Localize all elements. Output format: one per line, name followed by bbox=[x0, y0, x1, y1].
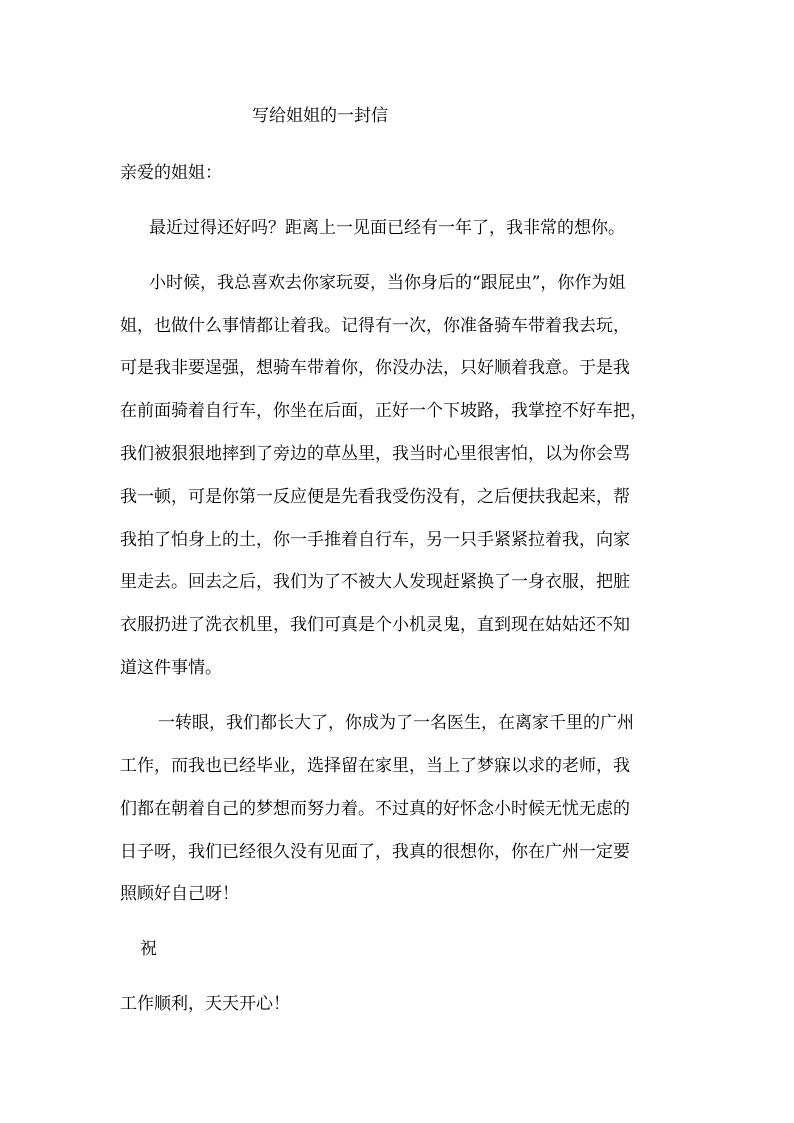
paragraph-2-line: 里走去。回去之后，我们为了不被大人发现赶紧换了一身衣服，把脏 bbox=[120, 572, 630, 592]
letter-title: 写给姐姐的一封信 bbox=[252, 106, 388, 126]
paragraph-2-line: 我拍了怕身上的土，你一手推着自行车，另一只手紧紧拉着我，向家 bbox=[120, 530, 630, 550]
paragraph-3-line: 日子呀，我们已经很久没有见面了，我真的很想你，你在广州一定要 bbox=[120, 842, 630, 862]
closing-blessing: 工作顺利，天天开心！ bbox=[120, 994, 290, 1014]
paragraph-3-line: 们都在朝着自己的梦想而努力着。不过真的好怀念小时候无忧无虑的 bbox=[120, 799, 630, 819]
paragraph-2-line: 衣服扔进了洗衣机里，我们可真是个小机灵鬼，直到现在姑姑还不知 bbox=[120, 615, 630, 635]
paragraph-2-line: 我一顿，可是你第一反应便是先看我受伤没有，之后便扶我起来，帮 bbox=[120, 487, 630, 507]
paragraph-2-line: 在前面骑着自行车，你坐在后面，正好一个下坡路，我掌控不好车把， bbox=[120, 401, 647, 421]
paragraph-2-line: 姐，也做什么事情都让着我。记得有一次，你准备骑车带着我去玩， bbox=[120, 316, 630, 336]
paragraph-3-line: 工作，而我也已经毕业，选择留在家里，当上了梦寐以求的老师，我 bbox=[120, 756, 630, 776]
paragraph-1-line: 最近过得还好吗？距离上一见面已经有一年了，我非常的想你。 bbox=[149, 218, 625, 238]
paragraph-2-line: 可是我非要逞强，想骑车带着你，你没办法，只好顺着我意。于是我 bbox=[120, 358, 630, 378]
paragraph-2-line: 道这件事情。 bbox=[120, 658, 222, 678]
letter-salutation: 亲爱的姐姐： bbox=[120, 163, 222, 183]
paragraph-2-line: 我们被狠狠地摔到了旁边的草丛里，我当时心里很害怕，以为你会骂 bbox=[120, 444, 630, 464]
closing-wish: 祝 bbox=[140, 939, 157, 959]
paragraph-3-line: 一转眼，我们都长大了，你成为了一名医生，在离家千里的广州 bbox=[158, 713, 634, 733]
paragraph-2-line: 小时候，我总喜欢去你家玩耍，当你身后的“跟屁虫”，你作为姐 bbox=[149, 273, 626, 293]
paragraph-3-line: 照顾好自己呀！ bbox=[120, 884, 239, 904]
